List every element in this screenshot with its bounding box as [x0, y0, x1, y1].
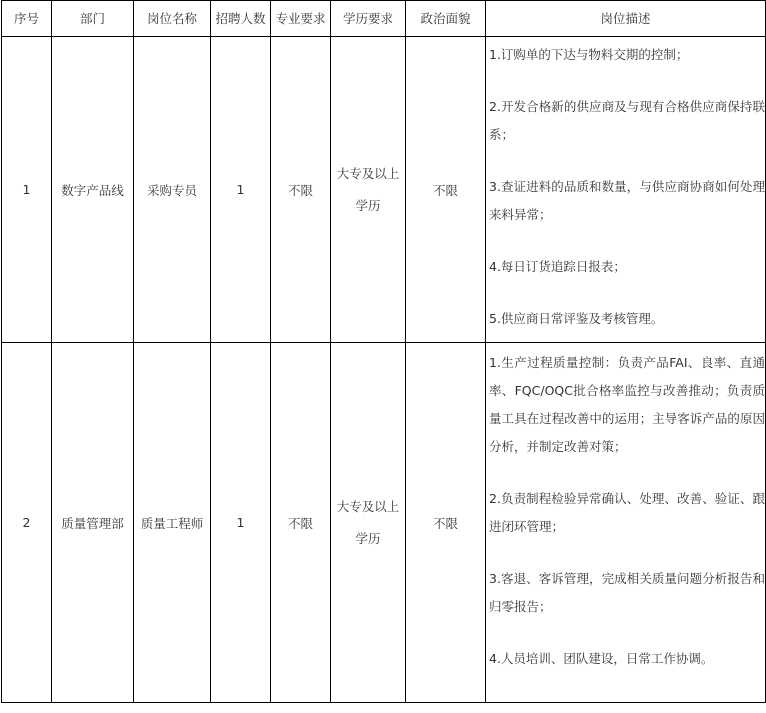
- header-position: 岗位名称: [134, 1, 211, 37]
- education-line: 学历: [355, 197, 381, 213]
- header-count: 招聘人数: [211, 1, 271, 37]
- cell-no: 2: [2, 343, 52, 703]
- cell-description: [486, 37, 766, 343]
- description-item: 3.查证进料的品质和数量，与供应商协商如何处理来料异常；: [489, 179, 765, 222]
- header-row: [2, 1, 766, 37]
- education-line: 大专及以上: [336, 165, 400, 181]
- description-item: 4.每日订货追踪日报表；: [489, 259, 626, 274]
- header-political: 政治面貌: [406, 1, 486, 37]
- cell-description: [486, 343, 766, 703]
- description-item: 5.供应商日常评鉴及考核管理。: [489, 311, 664, 326]
- header-major: 专业要求: [271, 1, 331, 37]
- header-description: 岗位描述: [486, 1, 766, 37]
- description-item: 2.负责制程检验异常确认、处理、改善、验证、跟进闭环管理；: [489, 491, 765, 534]
- cell-dept: 数字产品线: [52, 37, 134, 343]
- header-education: 学历要求: [331, 1, 406, 37]
- cell-major: 不限: [271, 37, 331, 343]
- cell-education: [331, 37, 406, 343]
- cell-count: 1: [211, 343, 271, 703]
- description-item: 4.人员培训、团队建设，日常工作协调。: [489, 651, 714, 666]
- cell-no: 1: [2, 37, 52, 343]
- cell-position: 采购专员: [134, 37, 211, 343]
- recruitment-table: [1, 0, 766, 703]
- cell-political: 不限: [406, 37, 486, 343]
- education-line: 学历: [355, 530, 381, 546]
- description-item: 1.生产过程质量控制：负责产品FAI、良率、直通率、FQC/OQC批合格率监控与改善推动；负责质量工具在过程改善中的运用；主导客诉产品的原因分析，并制定改善对策；: [489, 355, 765, 454]
- cell-dept: 质量管理部: [52, 343, 134, 703]
- header-dept: 部门: [52, 1, 134, 37]
- cell-education: [331, 343, 406, 703]
- cell-major: 不限: [271, 343, 331, 703]
- education-line: 大专及以上: [336, 498, 400, 514]
- description-item: 3.客退、客诉管理，完成相关质量问题分析报告和归零报告；: [489, 571, 765, 614]
- table-row: [2, 343, 766, 703]
- description-item: 1.订购单的下达与物料交期的控制；: [489, 47, 689, 62]
- cell-position: 质量工程师: [134, 343, 211, 703]
- table-row: [2, 37, 766, 343]
- cell-count: 1: [211, 37, 271, 343]
- cell-political: 不限: [406, 343, 486, 703]
- description-item: 2.开发合格新的供应商及与现有合格供应商保持联系；: [489, 99, 765, 142]
- header-no: 序号: [2, 1, 52, 37]
